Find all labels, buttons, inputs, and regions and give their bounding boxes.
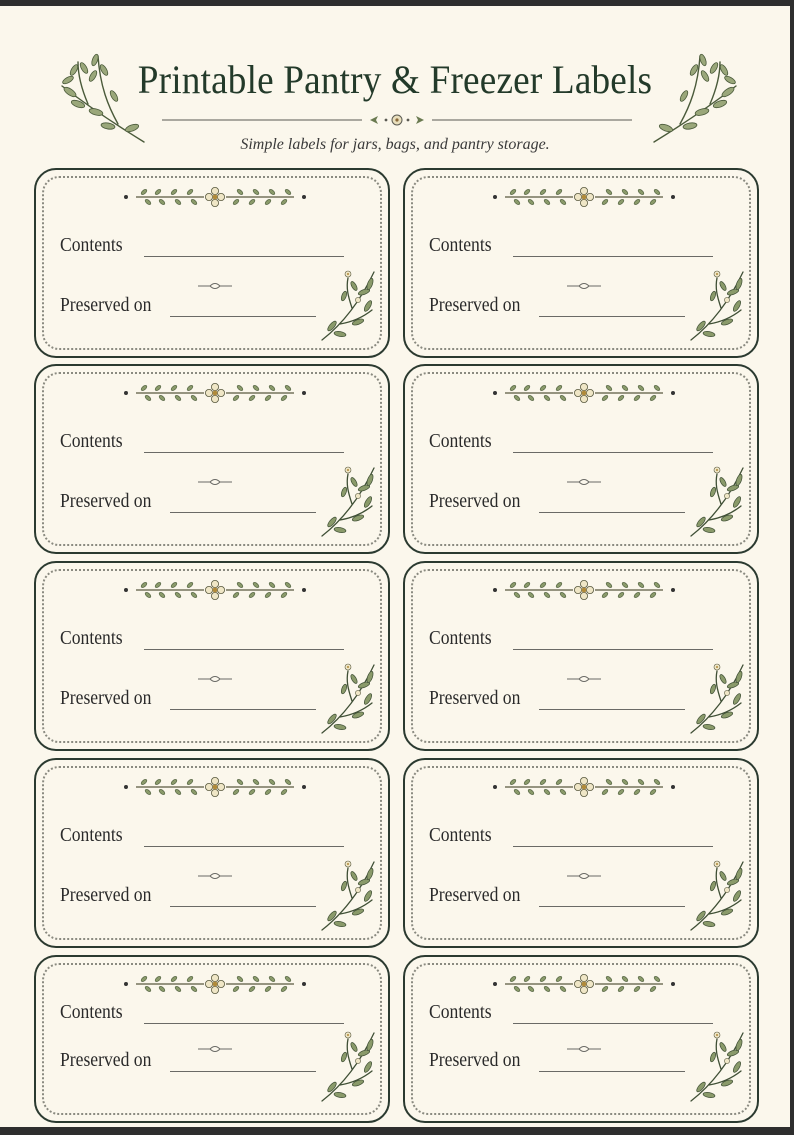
leafy-sprig-icon (318, 1027, 380, 1105)
floral-vine-ornament-icon (491, 973, 677, 995)
floral-vine-ornament-icon (122, 186, 308, 208)
preserved-on-write-line[interactable] (170, 709, 316, 710)
floral-vine-ornament-icon (491, 776, 677, 798)
contents-write-line[interactable] (513, 452, 713, 453)
pantry-label (34, 955, 390, 1123)
title-divider-ornament (162, 110, 632, 130)
label-sheet (0, 6, 790, 1127)
small-flourish-icon (198, 278, 232, 288)
small-flourish-icon (567, 1041, 601, 1051)
preserved-on-label: Preserved on (429, 490, 521, 512)
page-subtitle: Simple labels for jars, bags, and pantry storage. (240, 136, 550, 153)
leafy-sprig-icon (687, 659, 749, 737)
preserved-on-label: Preserved on (60, 1049, 152, 1071)
preserved-on-label: Preserved on (429, 687, 521, 709)
preserved-on-write-line[interactable] (539, 1071, 685, 1072)
contents-label: Contents (429, 234, 492, 256)
preserved-on-label: Preserved on (60, 884, 152, 906)
pantry-label (403, 561, 759, 751)
contents-write-line[interactable] (513, 1023, 713, 1024)
small-flourish-icon (567, 671, 601, 681)
leafy-sprig-icon (318, 266, 380, 344)
contents-label: Contents (60, 234, 123, 256)
floral-vine-ornament-icon (491, 186, 677, 208)
contents-label: Contents (429, 627, 492, 649)
floral-vine-ornament-icon (122, 973, 308, 995)
preserved-on-write-line[interactable] (170, 906, 316, 907)
small-flourish-icon (567, 278, 601, 288)
preserved-on-write-line[interactable] (539, 316, 685, 317)
floral-vine-ornament-icon (122, 776, 308, 798)
contents-label: Contents (60, 627, 123, 649)
contents-write-line[interactable] (513, 846, 713, 847)
preserved-on-label: Preserved on (60, 490, 152, 512)
contents-label: Contents (429, 430, 492, 452)
small-flourish-icon (198, 1041, 232, 1051)
small-flourish-icon (567, 474, 601, 484)
floral-vine-ornament-icon (491, 579, 677, 601)
contents-write-line[interactable] (144, 1023, 344, 1024)
pantry-label (403, 364, 759, 554)
leafy-sprig-icon (318, 856, 380, 934)
small-flourish-icon (198, 671, 232, 681)
contents-label: Contents (60, 824, 123, 846)
preserved-on-write-line[interactable] (539, 709, 685, 710)
leafy-sprig-icon (687, 856, 749, 934)
contents-label: Contents (429, 1001, 492, 1023)
pantry-label (34, 758, 390, 948)
contents-write-line[interactable] (513, 649, 713, 650)
floral-vine-ornament-icon (122, 382, 308, 404)
contents-label: Contents (60, 1001, 123, 1023)
floral-vine-ornament-icon (491, 382, 677, 404)
page-title: Printable Pantry & Freezer Labels (137, 57, 653, 102)
contents-write-line[interactable] (513, 256, 713, 257)
preserved-on-label: Preserved on (429, 884, 521, 906)
contents-write-line[interactable] (144, 256, 344, 257)
pantry-label (34, 168, 390, 358)
contents-write-line[interactable] (144, 846, 344, 847)
pantry-label (403, 168, 759, 358)
small-flourish-icon (198, 868, 232, 878)
contents-write-line[interactable] (144, 649, 344, 650)
preserved-on-label: Preserved on (60, 294, 152, 316)
preserved-on-write-line[interactable] (170, 512, 316, 513)
floral-vine-ornament-icon (122, 579, 308, 601)
leafy-sprig-icon (687, 462, 749, 540)
pantry-label (34, 561, 390, 751)
pantry-label (34, 364, 390, 554)
preserved-on-label: Preserved on (60, 687, 152, 709)
leafy-sprig-icon (687, 1027, 749, 1105)
preserved-on-label: Preserved on (429, 1049, 521, 1071)
preserved-on-write-line[interactable] (170, 1071, 316, 1072)
preserved-on-write-line[interactable] (170, 316, 316, 317)
leafy-sprig-icon (687, 266, 749, 344)
small-flourish-icon (198, 474, 232, 484)
pantry-label (403, 758, 759, 948)
preserved-on-write-line[interactable] (539, 906, 685, 907)
contents-write-line[interactable] (144, 452, 344, 453)
contents-label: Contents (60, 430, 123, 452)
small-flourish-icon (567, 868, 601, 878)
preserved-on-write-line[interactable] (539, 512, 685, 513)
pantry-label (403, 955, 759, 1123)
leafy-sprig-icon (318, 659, 380, 737)
leafy-sprig-icon (318, 462, 380, 540)
preserved-on-label: Preserved on (429, 294, 521, 316)
contents-label: Contents (429, 824, 492, 846)
